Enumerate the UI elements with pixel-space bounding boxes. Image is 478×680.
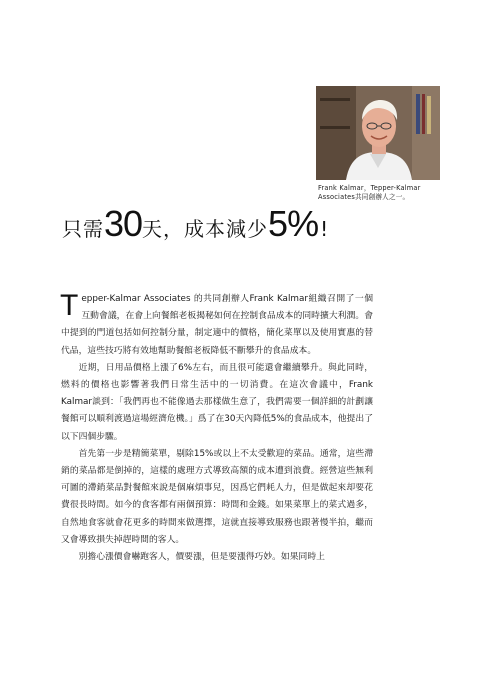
caption-line-1: Frank Kalmar，Tepper-Kalmar	[318, 184, 421, 192]
caption-line-2: Associates共同創辦人之一。	[318, 193, 410, 201]
headline-exclamation: !	[320, 217, 329, 241]
headline-number-5-percent: 5%	[268, 203, 319, 244]
headline-number-30: 30	[104, 203, 143, 244]
headline-part-2: 天，成本減少	[142, 217, 269, 241]
article-body	[61, 291, 373, 566]
paragraph-4: 別擔心漲價會嚇跑客人，價要漲，但是要漲得巧妙。如果同時上	[78, 552, 325, 563]
paragraph-3: 首先第一步是精簡菜單，剔除15%或以上不太受歡迎的菜品。通常，這些滯銷的菜品都是倒掉的，這樣的處理方式導致高額的成本遭到浪費。經營這些無利可圖的滯銷菜品對餐館來說是個麻煩事兒，因爲它們耗人力，但是做起來却要花費很長時間。如今的食客都有兩個預算：時間和金錢。如果菜單上的菜式過多，自然地食客就會花更多的時間來做選擇，這就直接導致服務也跟著慢半拍，繼而又會導致損失掉趕時間的客人。	[61, 448, 373, 545]
paragraph-2: 近期，日用品價格上漲了6%左右，而且很可能還會繼續攀升。與此同時，燃料的價格也影響著我們日常生活中的一切消費。在這次會議中，Frank Kalmar談到：「我們再也不能像過去那樣做生意了，我們需要一個詳細的計劃讓餐館可以順利渡過這場經濟危機。」爲了在30天內降低5%的食品成本，他提出了以下四個步驟。	[61, 362, 373, 442]
paragraph-1	[61, 291, 373, 360]
headline-part-1: 只需	[62, 217, 104, 241]
headline	[62, 203, 392, 244]
paragraph-1-text: epper-Kalmar Associates 的共同創辦人Frank Kalmar組織召開了一個互動會議，在會上向餐館老板揭秘如何在控制食品成本的同時擴大利潤。會中提到的門道包括如何控制分量，制定適中的價格，簡化菜單以及使用實惠的替代品，這些技巧將有效地幫助餐館老板降低不斷攀升的食品成本。	[61, 294, 373, 356]
drop-cap: T	[60, 289, 79, 322]
portrait-illustration	[316, 86, 440, 180]
photo-caption	[318, 184, 468, 202]
portrait-photo	[316, 86, 440, 180]
